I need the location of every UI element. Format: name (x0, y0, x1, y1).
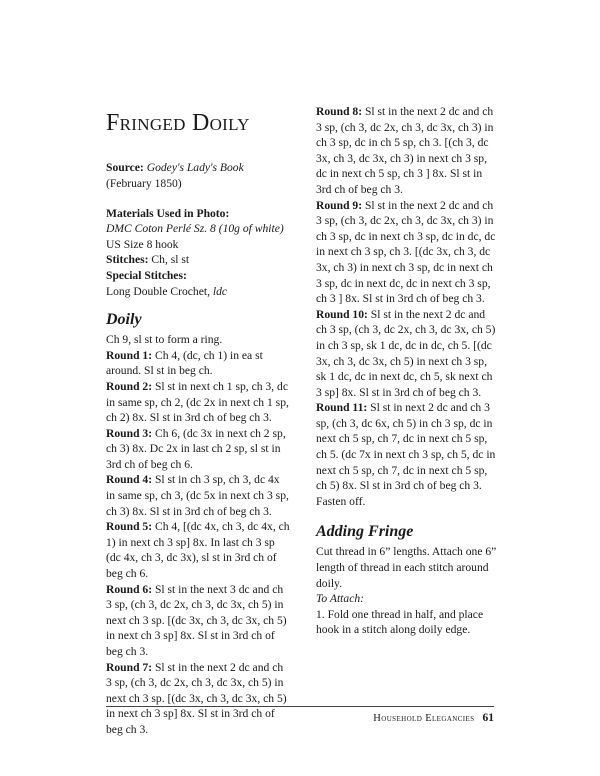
round-9: Round 9: Sl st in the next 2 dc and ch 3 sp, (ch 3, dc 2x, ch 3, dc 3x, ch 3) in ch 3 sp, dc in next ch 3 sp, dc in dc, dc in next ch 3 sp, ch 3. [(dc 3x, ch 3, dc 3x, ch 3) in next ch 3 sp, dc in next ch 3 sp, dc in next dc, dc in next ch 3 sp, ch 3 ] 8x. Sl st in 3rd ch of beg ch 3. (316, 198, 496, 306)
page-number: 61 (482, 712, 494, 724)
round-11: Round 11: Sl st in next 2 dc and ch 3 sp, (ch 3, dc 6x, ch 5) in ch 3 sp, dc in next ch 5 sp, ch 7, dc in next ch 5 sp, ch 5. (dc 7x in next ch 3 sp, ch 5, dc in next ch 5 sp, ch 7, dc in next ch 5 sp, ch 5) 8x. Sl st in 3rd ch of beg ch 3. Fasten off. (316, 401, 496, 508)
footer-rule (106, 706, 494, 707)
round-3: Round 3: Ch 6, (dc 3x in next ch 2 sp, ch 3) 8x. Dc 2x in last ch 2 sp, sl st in 3rd ch of beg ch 6. (106, 426, 286, 471)
thread-detail: Sz. 8 (10g of white) (191, 222, 284, 236)
left-column (106, 110, 291, 738)
round-6: Round 6: Sl st in the next 3 dc and ch 3 sp, (ch 3, dc 2x, ch 3, dc 3x, ch 5) in next ch 3 sp. [(dc 3x, ch 3, dc 3x, ch 5) in next ch 3 sp] 8x. Sl st in 3rd ch of beg ch 3. (106, 582, 287, 659)
fringe-block (316, 544, 498, 638)
round-5: Round 5: Ch 4, [(dc 4x, ch 3, dc 4x, ch 1) in next ch 3 sp] 8x. In last ch 3 sp (dc 4x, ch 3, dc 3x), sl st in 3rd ch of beg ch 6. (106, 520, 290, 581)
doily-intro: Ch 9, sl st to form a ring. (106, 333, 223, 347)
source-book: Godey's Lady's Book (146, 161, 244, 175)
round-4: Round 4: Sl st in ch 3 sp, ch 3, dc 4x in same sp, ch 3, (dc 5x in next ch 3 sp, ch 3) 8x. Sl st in 3rd ch of beg ch 3. (106, 473, 289, 518)
stitches-label: Stitches: (106, 253, 149, 267)
footer-section: Household Elegancies (373, 713, 475, 724)
round-8: Round 8: Sl st in the next 2 dc and ch 3 sp, (ch 3, dc 2x, ch 3, dc 3x, ch 3) in ch 3 sp, dc in ch 5 sp, ch 3. [(ch 3, dc 3x, ch 3, dc 3x, ch 3) in next ch 3 sp, dc in next ch 5 sp, ch 3 ] 8x. Sl st in 3rd ch of beg ch 3. (316, 105, 494, 196)
materials-block (106, 206, 291, 300)
hook-size: US Size 8 hook (106, 237, 179, 251)
materials-label: Materials Used in Photo: (106, 206, 230, 220)
thread-name: DMC Coton Perlé (106, 222, 192, 236)
round-1: Round 1: Ch 4, (dc, ch 1) in ea st around. Sl st in beg ch. (106, 348, 263, 378)
source-block (106, 160, 291, 191)
round-2: Round 2: Sl st in next ch 1 sp, ch 3, dc in same sp, ch 2, (dc 2x in next ch 1 sp, ch 2) 8x. Sl st in 3rd ch of beg ch 3. (106, 379, 289, 425)
round-7: Round 7: Sl st in the next 2 dc and ch 3 sp, (ch 3, dc 2x, ch 3, dc 3x, ch 5) in next ch 3 sp. [(dc 3x, ch 3, dc 3x, ch 5) in next ch 3 sp] 8x. Sl st in 3rd ch of beg ch 3. (106, 660, 287, 736)
attach-label: To Attach: (316, 592, 364, 606)
source-label: Source: (106, 161, 144, 175)
doily-instructions-left (106, 332, 291, 737)
fringe-text: Cut thread in 6” lengths. Attach one 6” length of thread in each stitch around doily. (316, 545, 497, 590)
special-stitches-value: Long Double Crochet, (106, 284, 213, 298)
special-stitches-label: Special Stitches: (106, 268, 187, 282)
doily-heading: Doily (106, 311, 142, 329)
special-stitches-abbr: ldc (212, 284, 228, 298)
fringe-heading: Adding Fringe (316, 523, 414, 541)
source-date: (February 1850) (106, 176, 182, 190)
right-column (316, 104, 498, 638)
attach-step-1: 1. Fold one thread in half, and place hook in a stitch along doily edge. (316, 607, 484, 637)
page-footer (373, 712, 494, 724)
page-title: Fringed Doily (106, 110, 250, 136)
doily-instructions-right (316, 104, 498, 509)
round-10: Round 10: Sl st in the next 2 dc and ch 3 sp, (ch 3, dc 2x, ch 3, dc 3x, ch 5) in ch 3 sp, sk 1 dc, dc in dc, ch 5. [(dc 3x, ch 3, dc 3x, ch 5) in next ch 3 sp, sk 1 dc, dc in next dc, ch 5, sk next ch 3 sp] 8x. Sl st in 3rd ch of beg ch 3. (316, 307, 496, 399)
stitches-value: Ch, sl st (148, 253, 190, 267)
